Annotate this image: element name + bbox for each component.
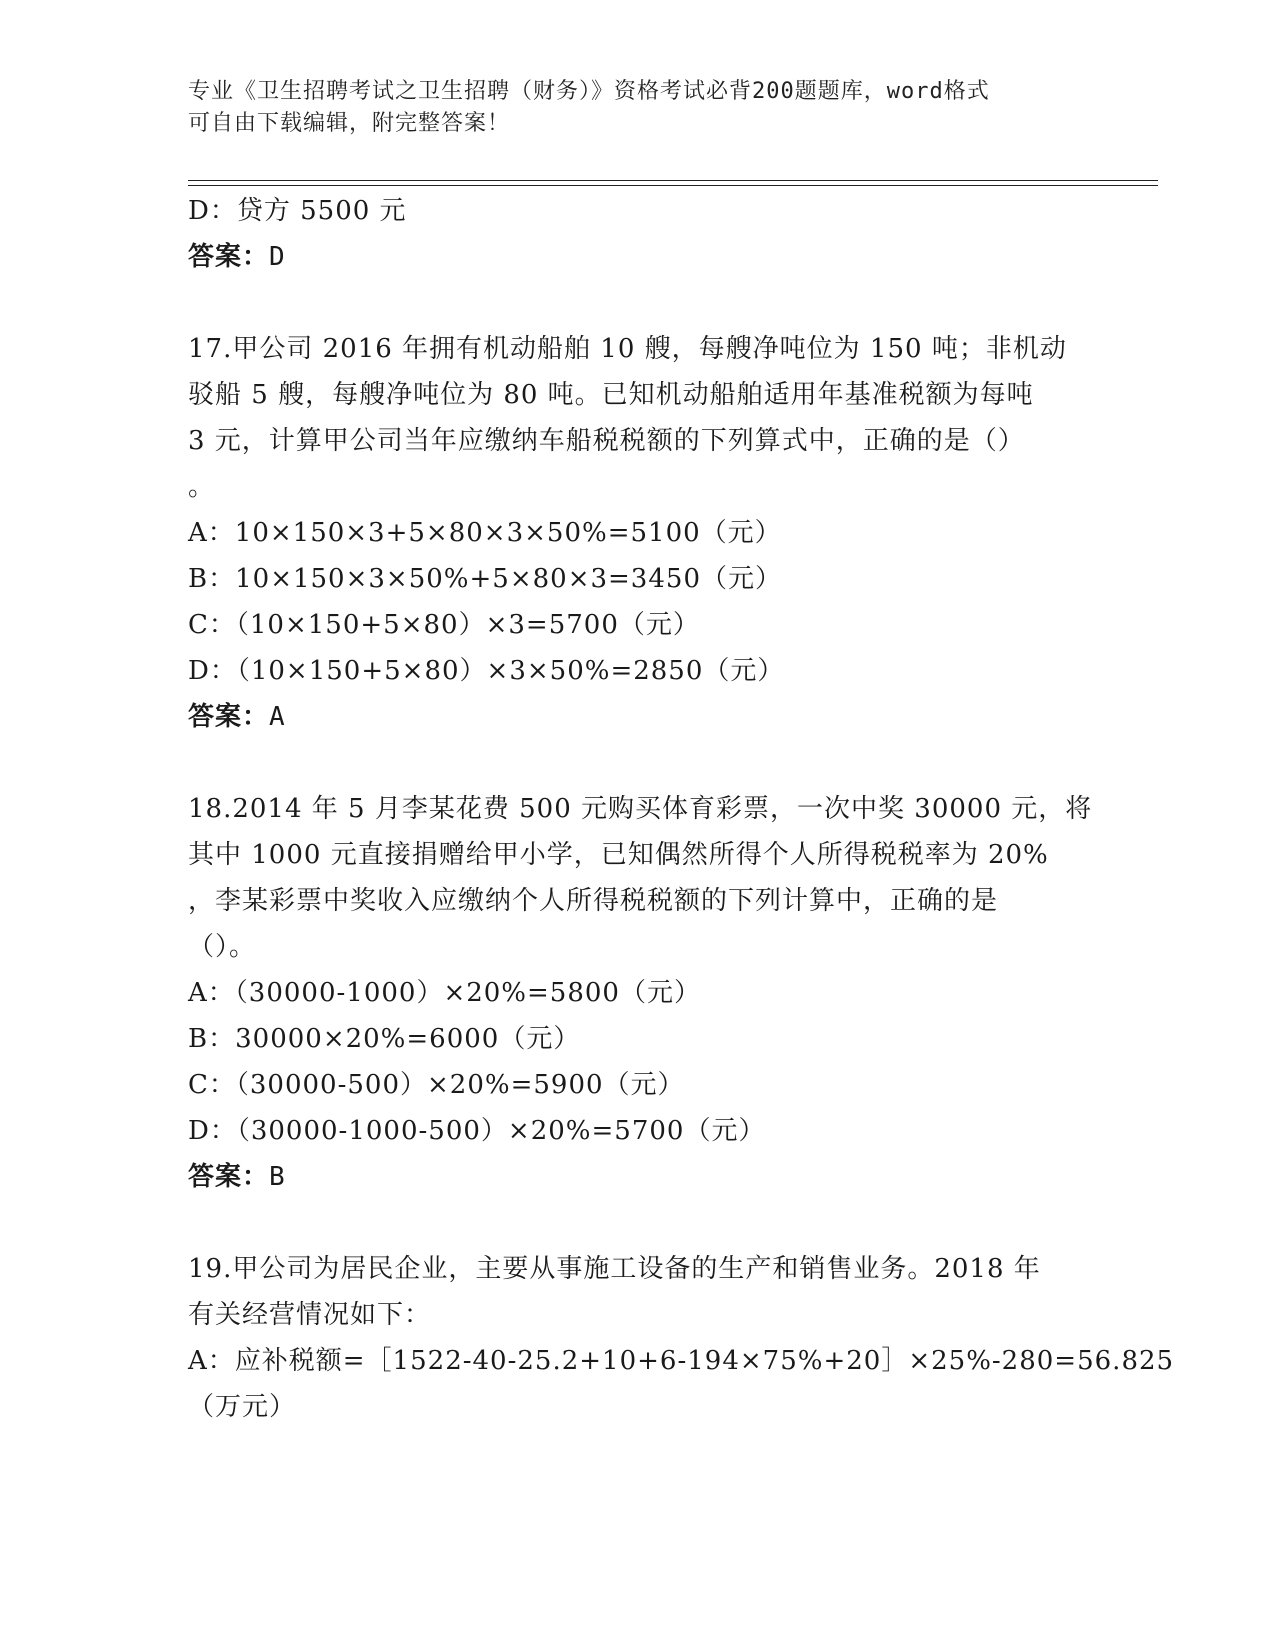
spacer bbox=[188, 1200, 1088, 1246]
answer-label: 答案： bbox=[188, 242, 270, 272]
answer-label: 答案： bbox=[188, 1162, 270, 1192]
document-body bbox=[188, 188, 1175, 1430]
option-a: A：应补税额=［1522-40-25.2+10+6-194×75%+20］×25%-280=56.825 bbox=[188, 1346, 1175, 1376]
header-rule-bottom bbox=[188, 185, 1158, 186]
prev-answer bbox=[188, 234, 1088, 280]
header-line-2: 可自由下载编辑，附完整答案！ bbox=[188, 111, 511, 136]
option-d: D：（10×150+5×80）×3×50%=2850（元） bbox=[188, 656, 785, 686]
option-b: B：10×150×3×50%+5×80×3=3450（元） bbox=[188, 564, 782, 594]
option-c: C：（30000-500）×20%=5900（元） bbox=[188, 1070, 685, 1100]
question-text-line: 18.2014 年 5 月李某花费 500 元购买体育彩票，一次中奖 30000 元，将 bbox=[188, 794, 1093, 824]
question-text-line: 有关经营情况如下： bbox=[188, 1300, 432, 1330]
spacer bbox=[188, 740, 1088, 786]
question-text-line: 驳船 5 艘，每艘净吨位为 80 吨。已知机动船舶适用年基准税额为每吨 bbox=[188, 380, 1034, 410]
answer-value: B bbox=[269, 1162, 286, 1192]
option-b: B：30000×20%=6000（元） bbox=[188, 1024, 581, 1054]
option-a-continuation: （万元） bbox=[188, 1392, 297, 1422]
question-text-line: 其中 1000 元直接捐赠给甲小学，已知偶然所得个人所得税税率为 20% bbox=[188, 840, 1049, 870]
option-a: A：（30000-1000）×20%=5800（元） bbox=[188, 978, 701, 1008]
question-text-line: （）。 bbox=[188, 932, 257, 962]
question-text-line: 19.甲公司为居民企业，主要从事施工设备的生产和销售业务。2018 年 bbox=[188, 1254, 1041, 1284]
answer-value: A bbox=[269, 702, 286, 732]
question-text-line: 3 元，计算甲公司当年应缴纳车船税税额的下列算式中，正确的是（） bbox=[188, 426, 1025, 456]
question-text-line: 。 bbox=[188, 472, 216, 502]
answer-line bbox=[188, 694, 1088, 740]
option-a: A：10×150×3+5×80×3×50%=5100（元） bbox=[188, 518, 782, 548]
spacer bbox=[188, 280, 1088, 326]
option-d: D：（30000-1000-500）×20%=5700（元） bbox=[188, 1116, 766, 1146]
question-text-line: 17.甲公司 2016 年拥有机动船舶 10 艘，每艘净吨位为 150 吨；非机动 bbox=[188, 334, 1067, 364]
header-rule-top bbox=[188, 180, 1158, 181]
prev-option-d: D：贷方 5500 元 bbox=[188, 196, 407, 226]
question-text-line: ，李某彩票中奖收入应缴纳个人所得税税额的下列计算中，正确的是 bbox=[188, 886, 999, 916]
header-line-1: 专业《卫生招聘考试之卫生招聘（财务）》资格考试必背200题题库，word格式 bbox=[188, 79, 990, 104]
answer-line bbox=[188, 1154, 1088, 1200]
question-17 bbox=[188, 326, 1088, 740]
option-c: C：（10×150+5×80）×3=5700（元） bbox=[188, 610, 700, 640]
question-18 bbox=[188, 786, 1093, 1200]
answer-label: 答案： bbox=[188, 702, 270, 732]
question-19 bbox=[188, 1246, 1175, 1430]
answer-value: D bbox=[269, 242, 286, 272]
page-header bbox=[188, 76, 1088, 140]
